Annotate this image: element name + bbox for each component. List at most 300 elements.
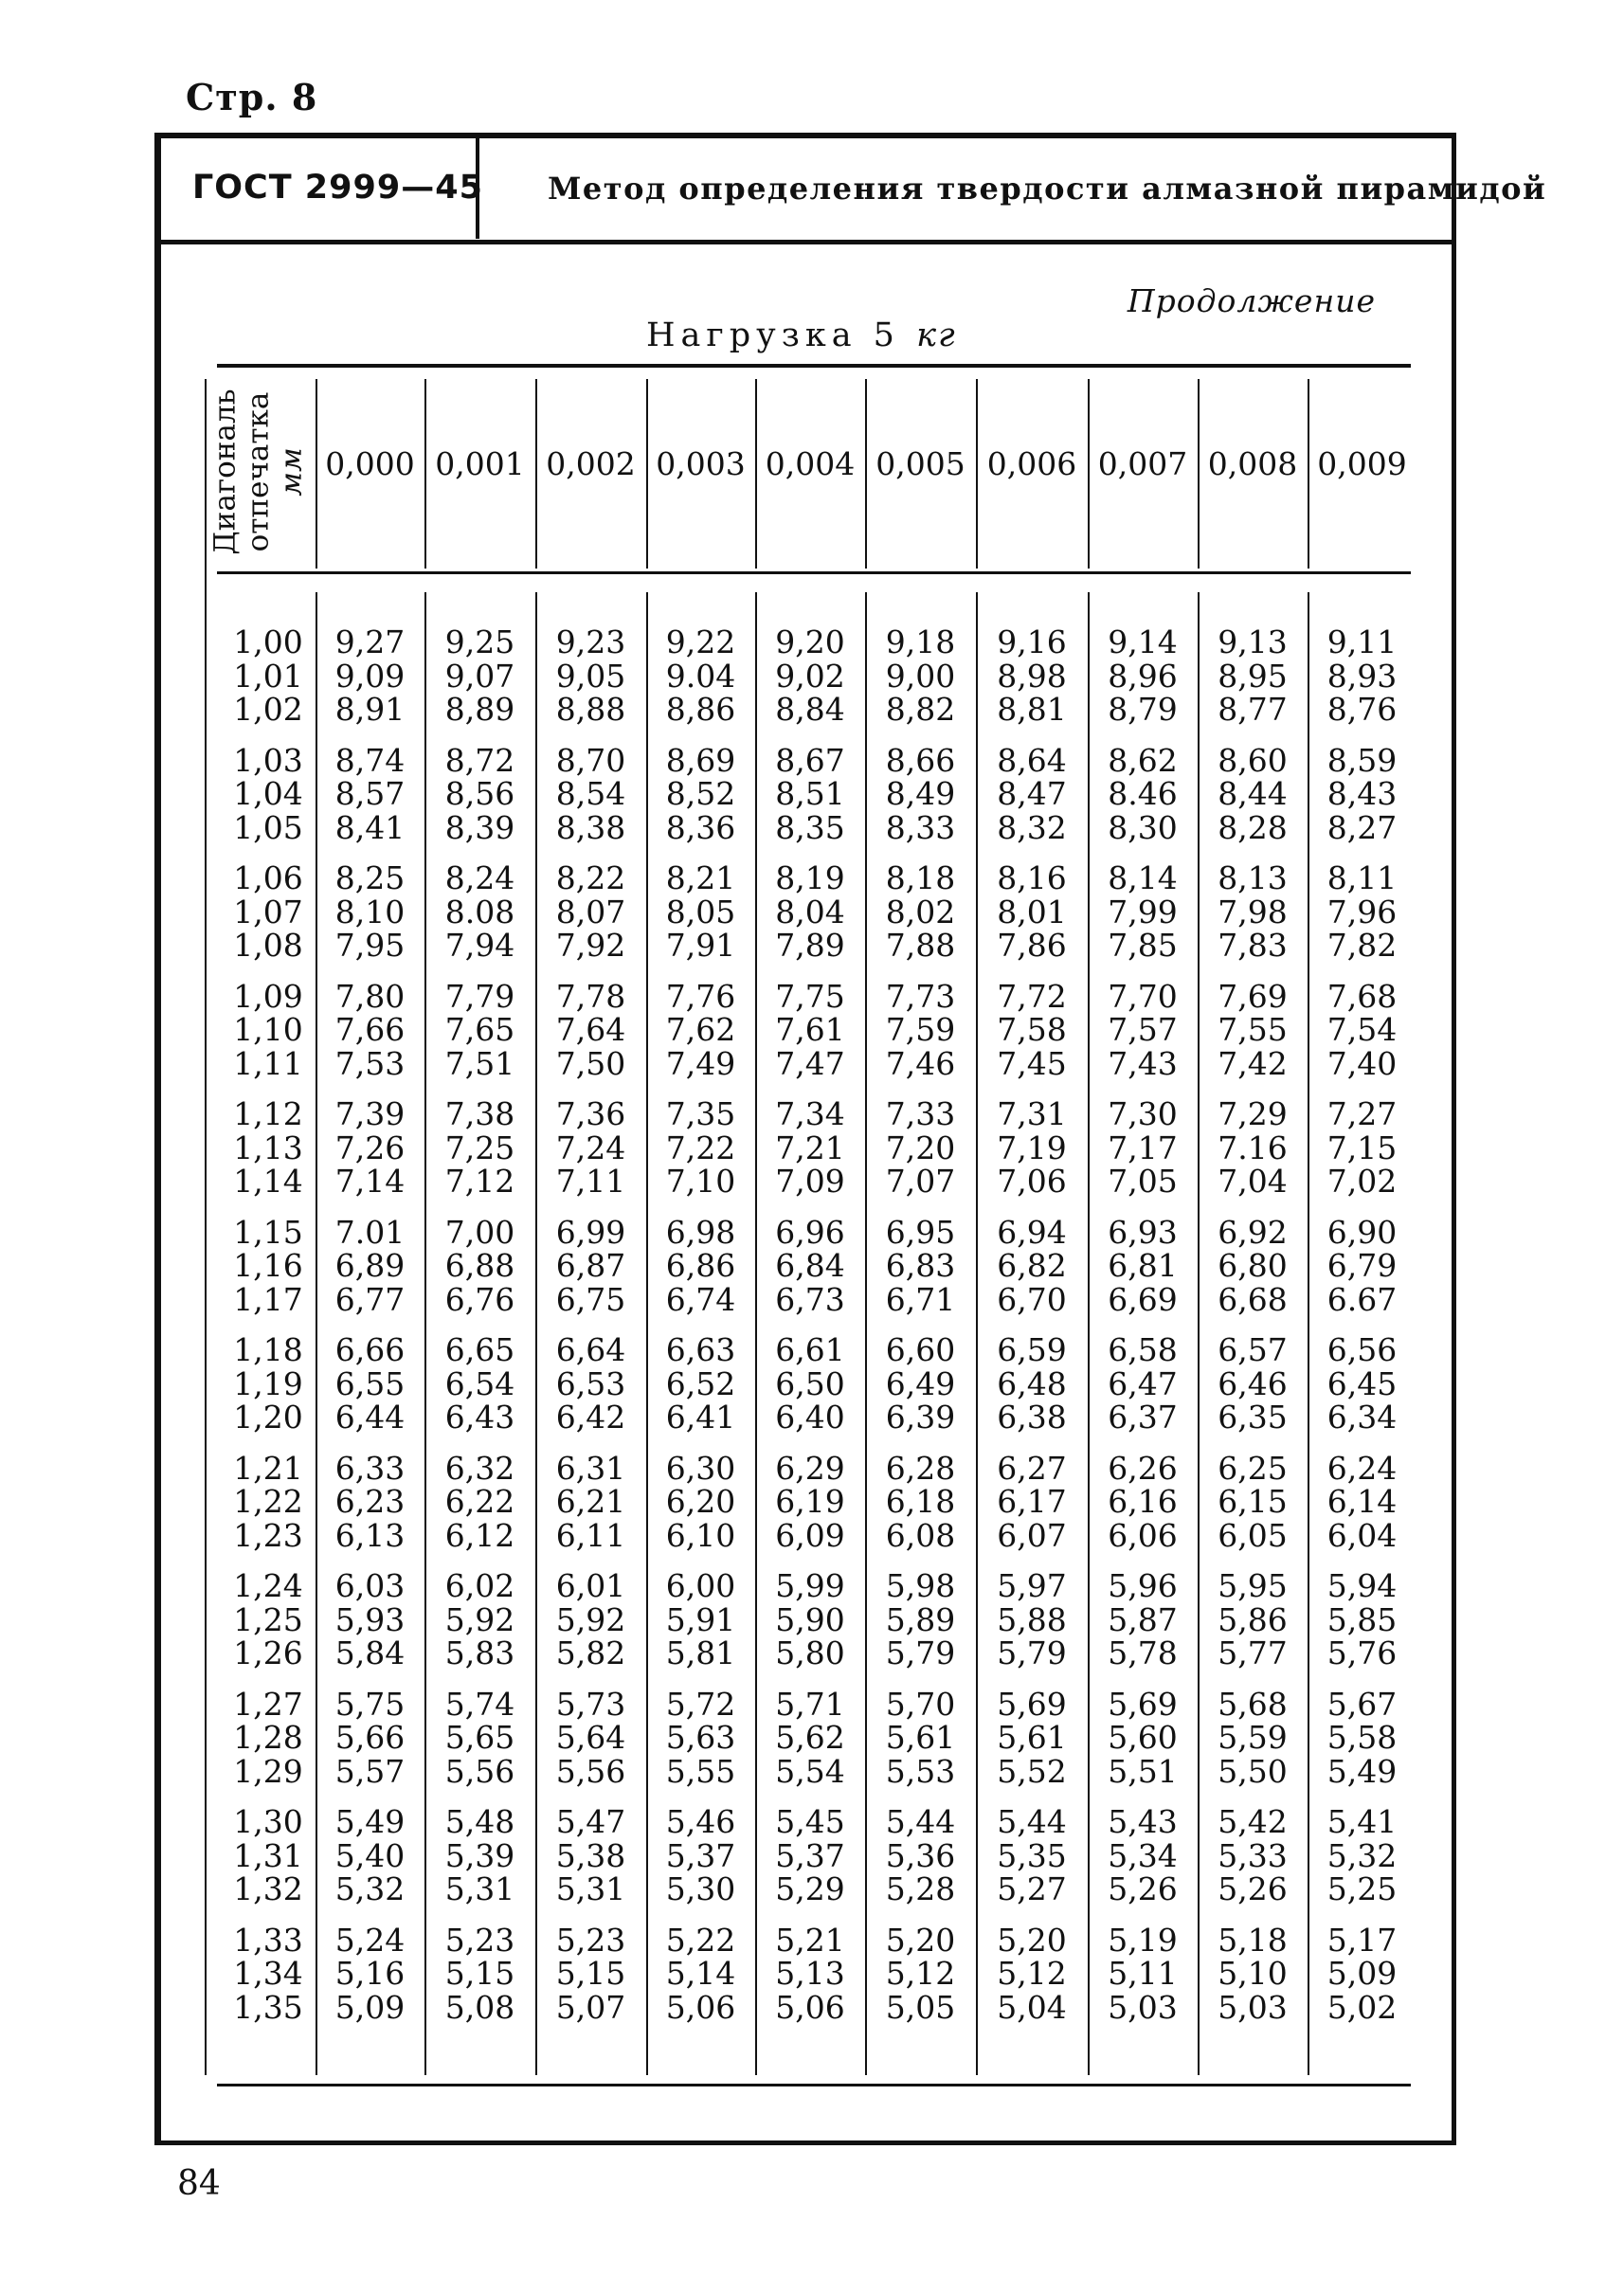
hardness-value: 6,71 <box>885 1280 956 1318</box>
hardness-value: 5,53 <box>885 1752 956 1790</box>
hardness-value: 6,64 <box>555 1331 626 1368</box>
hardness-value: 7,45 <box>997 1044 1067 1082</box>
hardness-value: 5,79 <box>997 1635 1067 1671</box>
hardness-value: 7,46 <box>885 1044 956 1082</box>
hardness-value: 7,96 <box>1326 893 1398 930</box>
hardness-value: 9,14 <box>1108 623 1178 660</box>
hardness-value: 5,61 <box>885 1719 956 1756</box>
hardness-value: 5,44 <box>997 1803 1067 1840</box>
hardness-value: 5,23 <box>555 1921 626 1959</box>
hardness-value: 5,93 <box>334 1600 406 1638</box>
hardness-value: 8,11 <box>1326 859 1398 896</box>
hardness-value: 7,35 <box>665 1095 736 1132</box>
hardness-value: 8,77 <box>1218 691 1288 728</box>
hardness-value: 8,38 <box>555 808 626 846</box>
hardness-value: 6,75 <box>555 1280 626 1318</box>
hardness-value: 6,96 <box>775 1213 845 1251</box>
diagonal-value: 1,26 <box>233 1635 303 1671</box>
hardness-value: 5,17 <box>1326 1921 1398 1959</box>
hardness-value: 6,05 <box>1218 1516 1288 1554</box>
hardness-value: 8,25 <box>334 859 406 896</box>
hardness-value: 8,43 <box>1326 775 1398 812</box>
hardness-value: 6,60 <box>885 1331 956 1368</box>
diagonal-value: 1,13 <box>233 1129 303 1166</box>
hardness-value: 8,66 <box>885 741 956 779</box>
diagonal-value: 1,06 <box>233 859 303 896</box>
row-header-unit: мм <box>274 447 309 497</box>
hardness-value: 6,21 <box>555 1483 626 1520</box>
hardness-value: 7,95 <box>334 927 406 964</box>
hardness-value: 5,11 <box>1108 1955 1178 1992</box>
hardness-value: 5,02 <box>1326 1988 1398 2026</box>
hardness-value: 7,85 <box>1108 927 1178 964</box>
hardness-value: 5,72 <box>665 1685 736 1723</box>
diagonal-value: 1,33 <box>233 1921 303 1959</box>
hardness-value: 7,04 <box>1218 1163 1288 1200</box>
hardness-value: 7,89 <box>775 927 845 964</box>
hardness-value: 7,66 <box>334 1011 406 1048</box>
hardness-value: 7,24 <box>555 1129 626 1166</box>
diagonal-value: 1,30 <box>233 1803 303 1840</box>
diagonal-value: 1,32 <box>233 1870 303 1907</box>
hardness-value: 7,57 <box>1108 1011 1178 1048</box>
hardness-value: 7,65 <box>444 1011 515 1048</box>
hardness-value: 7,25 <box>444 1129 515 1166</box>
hardness-value: 5,37 <box>665 1836 736 1874</box>
hardness-value: 8,47 <box>997 775 1067 812</box>
hardness-value: 8.46 <box>1108 775 1178 812</box>
hardness-value: 6,74 <box>665 1280 736 1318</box>
hardness-value: 7,70 <box>1108 977 1178 1015</box>
hardness-value: 8,52 <box>665 775 736 812</box>
hardness-value: 8,76 <box>1326 691 1398 728</box>
hardness-value: 6,63 <box>665 1331 736 1368</box>
hardness-value: 7,98 <box>1218 893 1288 930</box>
hardness-value: 6,69 <box>1108 1280 1178 1318</box>
hardness-value: 5,81 <box>665 1635 736 1671</box>
hardness-value: 8,30 <box>1108 808 1178 846</box>
hardness-value: 9,25 <box>444 623 515 660</box>
hardness-value: 6,22 <box>444 1483 515 1520</box>
hardness-value: 6,65 <box>444 1331 515 1368</box>
hardness-value: 8,27 <box>1326 808 1398 846</box>
hardness-value: 6,14 <box>1326 1483 1398 1520</box>
hardness-value: 5,50 <box>1218 1752 1288 1790</box>
hardness-value: 5,31 <box>555 1870 626 1907</box>
hardness-value: 5,09 <box>1326 1955 1398 1992</box>
hardness-value: 7,62 <box>665 1011 736 1048</box>
hardness-value: 5,56 <box>555 1752 626 1790</box>
diagonal-value: 1,29 <box>233 1752 303 1790</box>
hardness-value: 7,55 <box>1218 1011 1288 1048</box>
hardness-value: 5,69 <box>1108 1685 1178 1723</box>
hardness-value: 8,10 <box>334 893 406 930</box>
hardness-value: 9.04 <box>665 657 736 695</box>
hardness-value: 5,95 <box>1218 1567 1288 1604</box>
hardness-value: 8,88 <box>555 691 626 728</box>
hardness-value: 5,21 <box>775 1921 845 1959</box>
hardness-value: 5,15 <box>444 1955 515 1992</box>
hardness-value: 5,71 <box>775 1685 845 1723</box>
hardness-value: 5,94 <box>1326 1567 1398 1604</box>
diagonal-value: 1,34 <box>233 1955 303 1992</box>
hardness-value: 8,01 <box>997 893 1067 930</box>
hardness-value: 9,22 <box>665 623 736 660</box>
hardness-value: 5,42 <box>1218 1803 1288 1840</box>
hardness-value: 5,04 <box>997 1988 1067 2026</box>
hardness-value: 5,70 <box>885 1685 956 1723</box>
hardness-value: 7,07 <box>885 1163 956 1200</box>
hardness-value: 5,39 <box>444 1836 515 1874</box>
hardness-value: 7,06 <box>997 1163 1067 1200</box>
hardness-value: 6,34 <box>1326 1399 1398 1436</box>
hardness-value: 6,46 <box>1218 1364 1288 1402</box>
hardness-value: 7,80 <box>334 977 406 1015</box>
hardness-value: 6,79 <box>1326 1247 1398 1284</box>
diagonal-value: 1,19 <box>233 1364 303 1402</box>
hardness-value: 6,12 <box>444 1516 515 1554</box>
hardness-value: 7,69 <box>1218 977 1288 1015</box>
hardness-value: 5,19 <box>1108 1921 1178 1959</box>
load-unit: кг <box>916 316 957 354</box>
table-top-rule <box>217 364 1411 368</box>
hardness-value: 5,56 <box>444 1752 515 1790</box>
diagonal-value: 1,11 <box>233 1044 303 1082</box>
hardness-value: 7,21 <box>775 1129 845 1166</box>
row-header-line1: Диагональ <box>208 388 243 555</box>
hardness-value: 7,26 <box>334 1129 406 1166</box>
hardness-value: 7,00 <box>444 1213 515 1251</box>
hardness-value: 5,85 <box>1326 1600 1398 1638</box>
hardness-value: 8,74 <box>334 741 406 779</box>
hardness-value: 9,13 <box>1218 623 1288 660</box>
hardness-value: 6,25 <box>1218 1449 1288 1487</box>
hardness-value: 6,45 <box>1326 1364 1398 1402</box>
row-header <box>203 377 315 567</box>
table-left-rule <box>205 379 207 2075</box>
hardness-value: 7,79 <box>444 977 515 1015</box>
hardness-value: 5,05 <box>885 1988 956 2026</box>
hardness-value: 6,16 <box>1108 1483 1178 1520</box>
diagonal-value: 1,24 <box>233 1567 303 1604</box>
hardness-value: 7,33 <box>885 1095 956 1132</box>
hardness-value: 7,40 <box>1326 1044 1398 1082</box>
hardness-value: 5,47 <box>555 1803 626 1840</box>
hardness-value: 7,50 <box>555 1044 626 1082</box>
hardness-value: 5,78 <box>1108 1635 1178 1671</box>
hardness-value: 5,91 <box>665 1600 736 1638</box>
hardness-value: 8,14 <box>1108 859 1178 896</box>
diagonal-value: 1,15 <box>233 1213 303 1251</box>
hardness-value: 5,14 <box>665 1955 736 1992</box>
hardness-value: 7,38 <box>444 1095 515 1132</box>
hardness-value: 5,15 <box>555 1955 626 1992</box>
hardness-value: 8,72 <box>444 741 515 779</box>
hardness-value: 7,39 <box>334 1095 406 1132</box>
hardness-value: 9,16 <box>997 623 1067 660</box>
hardness-value: 7,02 <box>1326 1163 1398 1200</box>
load-caption <box>646 316 957 354</box>
hardness-value: 7,64 <box>555 1011 626 1048</box>
hardness-value: 6,38 <box>997 1399 1067 1436</box>
hardness-value: 8,33 <box>885 808 956 846</box>
hardness-value: 5,68 <box>1218 1685 1288 1723</box>
hardness-value: 7,75 <box>775 977 845 1015</box>
hardness-value: 8,81 <box>997 691 1067 728</box>
hardness-value: 8,51 <box>775 775 845 812</box>
hardness-value: 6,90 <box>1326 1213 1398 1251</box>
hardness-value: 5,58 <box>1326 1719 1398 1756</box>
hardness-value: 6,30 <box>665 1449 736 1487</box>
hardness-value: 5,57 <box>334 1752 406 1790</box>
hardness-value: 6,11 <box>555 1516 626 1554</box>
hardness-value: 8,28 <box>1218 808 1288 846</box>
hardness-value: 6,98 <box>665 1213 736 1251</box>
hardness-value: 9,20 <box>775 623 845 660</box>
hardness-value: 8.08 <box>444 893 515 930</box>
hardness-value: 7,49 <box>665 1044 736 1082</box>
hardness-value: 6,61 <box>775 1331 845 1368</box>
diagonal-value: 1,21 <box>233 1449 303 1487</box>
hardness-value: 7,30 <box>1108 1095 1178 1132</box>
hardness-value: 5,83 <box>444 1635 515 1671</box>
hardness-value: 8,18 <box>885 859 956 896</box>
hardness-value: 5,18 <box>1218 1921 1288 1959</box>
hardness-value: 9,18 <box>885 623 956 660</box>
hardness-value: 5,99 <box>775 1567 845 1604</box>
column-header: 0,008 <box>1207 445 1298 482</box>
hardness-value: 7,31 <box>997 1095 1067 1132</box>
hardness-value: 6,17 <box>997 1483 1067 1520</box>
header-separator <box>154 240 1456 244</box>
hardness-value: 5,96 <box>1108 1567 1178 1604</box>
hardness-value: 7,05 <box>1108 1163 1178 1200</box>
hardness-value: 8,86 <box>665 691 736 728</box>
standard-number: ГОСТ 2999—45 <box>192 169 483 207</box>
hardness-value: 8,84 <box>775 691 845 728</box>
hardness-value: 8,19 <box>775 859 845 896</box>
hardness-value: 5,59 <box>1218 1719 1288 1756</box>
hardness-value: 5,35 <box>997 1836 1067 1874</box>
hardness-value: 8,22 <box>555 859 626 896</box>
hardness-value: 6,76 <box>444 1280 515 1318</box>
hardness-value: 5,61 <box>997 1719 1067 1756</box>
hardness-value: 7,47 <box>775 1044 845 1082</box>
column-header: 0,004 <box>765 445 856 482</box>
hardness-value: 5,20 <box>997 1921 1067 1959</box>
hardness-value: 8,95 <box>1218 657 1288 695</box>
hardness-value: 7,22 <box>665 1129 736 1166</box>
hardness-value: 5,67 <box>1326 1685 1398 1723</box>
hardness-value: 6,10 <box>665 1516 736 1554</box>
hardness-value: 6,87 <box>555 1247 626 1284</box>
hardness-value: 6,20 <box>665 1483 736 1520</box>
hardness-value: 8,54 <box>555 775 626 812</box>
hardness-value: 8,93 <box>1326 657 1398 695</box>
hardness-value: 5,90 <box>775 1600 845 1638</box>
hardness-value: 6.67 <box>1326 1280 1398 1318</box>
load-label: Нагрузка 5 <box>646 316 900 354</box>
hardness-value: 5,84 <box>334 1635 406 1671</box>
hardness-value: 8,35 <box>775 808 845 846</box>
hardness-value: 5,87 <box>1108 1600 1178 1638</box>
hardness-value: 5,32 <box>334 1870 406 1907</box>
column-header: 0,001 <box>435 445 525 482</box>
hardness-value: 6,09 <box>775 1516 845 1554</box>
hardness-value: 6,49 <box>885 1364 956 1402</box>
hardness-value: 7,43 <box>1108 1044 1178 1082</box>
hardness-value: 6,58 <box>1108 1331 1178 1368</box>
hardness-value: 5,65 <box>444 1719 515 1756</box>
hardness-value: 9,23 <box>555 623 626 660</box>
hardness-value: 5,12 <box>885 1955 956 1992</box>
hardness-value: 5,75 <box>334 1685 406 1723</box>
hardness-value: 5,54 <box>775 1752 845 1790</box>
diagonal-value: 1,03 <box>233 741 303 779</box>
hardness-value: 8,62 <box>1108 741 1178 779</box>
diagonal-value: 1,00 <box>233 623 303 660</box>
hardness-value: 6,53 <box>555 1364 626 1402</box>
hardness-value: 6,57 <box>1218 1331 1288 1368</box>
hardness-value: 5,55 <box>665 1752 736 1790</box>
table-header-rule <box>217 571 1411 574</box>
hardness-value: 8,36 <box>665 808 736 846</box>
hardness-value: 6,42 <box>555 1399 626 1436</box>
hardness-value: 5,60 <box>1108 1719 1178 1756</box>
hardness-value: 5,25 <box>1326 1870 1398 1907</box>
hardness-value: 5,77 <box>1218 1635 1288 1671</box>
hardness-value: 5,12 <box>997 1955 1067 1992</box>
diagonal-value: 1,14 <box>233 1163 303 1200</box>
hardness-value: 5,51 <box>1108 1752 1178 1790</box>
continuation-note: Продолжение <box>1127 282 1376 319</box>
hardness-value: 9,27 <box>334 623 406 660</box>
diagonal-value: 1,20 <box>233 1399 303 1436</box>
hardness-value: 5,41 <box>1326 1803 1398 1840</box>
hardness-value: 5,38 <box>555 1836 626 1874</box>
hardness-value: 5,88 <box>997 1600 1067 1638</box>
column-header: 0,000 <box>325 445 415 482</box>
hardness-value: 9,05 <box>555 657 626 695</box>
hardness-value: 8,59 <box>1326 741 1398 779</box>
hardness-value: 8,60 <box>1218 741 1288 779</box>
hardness-value: 6,54 <box>444 1364 515 1402</box>
hardness-value: 6,55 <box>334 1364 406 1402</box>
diagonal-value: 1,25 <box>233 1600 303 1638</box>
hardness-value: 8,70 <box>555 741 626 779</box>
hardness-value: 7,76 <box>665 977 736 1015</box>
hardness-value: 9,07 <box>444 657 515 695</box>
hardness-value: 6,86 <box>665 1247 736 1284</box>
hardness-value: 5,82 <box>555 1635 626 1671</box>
hardness-value: 7,83 <box>1218 927 1288 964</box>
hardness-value: 8,82 <box>885 691 956 728</box>
hardness-value: 5,37 <box>775 1836 845 1874</box>
hardness-value: 6,66 <box>334 1331 406 1368</box>
hardness-value: 5,32 <box>1326 1836 1398 1874</box>
hardness-value: 6,88 <box>444 1247 515 1284</box>
hardness-value: 7,78 <box>555 977 626 1015</box>
document-title: Метод определения твердости алмазной пирамидой <box>548 171 1547 207</box>
hardness-value: 5,13 <box>775 1955 845 1992</box>
hardness-value: 7,91 <box>665 927 736 964</box>
hardness-value: 5,24 <box>334 1921 406 1959</box>
column-header: 0,003 <box>656 445 746 482</box>
hardness-value: 5,97 <box>997 1567 1067 1604</box>
hardness-value: 8,16 <box>997 859 1067 896</box>
hardness-value: 8,91 <box>334 691 406 728</box>
hardness-value: 8,41 <box>334 808 406 846</box>
hardness-value: 6,41 <box>665 1399 736 1436</box>
hardness-value: 6,04 <box>1326 1516 1398 1554</box>
hardness-value: 6,23 <box>334 1483 406 1520</box>
hardness-value: 5,49 <box>334 1803 406 1840</box>
hardness-value: 5,26 <box>1218 1870 1288 1907</box>
hardness-value: 7,99 <box>1108 893 1178 930</box>
hardness-value: 7.16 <box>1218 1129 1288 1166</box>
hardness-value: 8,67 <box>775 741 845 779</box>
hardness-value: 6,92 <box>1218 1213 1288 1251</box>
hardness-value: 5,64 <box>555 1719 626 1756</box>
hardness-value: 7,73 <box>885 977 956 1015</box>
hardness-value: 6,47 <box>1108 1364 1178 1402</box>
hardness-value: 6,83 <box>885 1247 956 1284</box>
hardness-value: 6,08 <box>885 1516 956 1554</box>
hardness-value: 9,00 <box>885 657 956 695</box>
hardness-value: 7,29 <box>1218 1095 1288 1132</box>
hardness-value: 8,44 <box>1218 775 1288 812</box>
hardness-value: 6,06 <box>1108 1516 1178 1554</box>
hardness-value: 5,30 <box>665 1870 736 1907</box>
page-number: 84 <box>177 2164 221 2203</box>
hardness-value: 6,35 <box>1218 1399 1288 1436</box>
hardness-value: 6,26 <box>1108 1449 1178 1487</box>
column-header: 0,009 <box>1317 445 1407 482</box>
hardness-value: 8,56 <box>444 775 515 812</box>
hardness-value: 6,01 <box>555 1567 626 1604</box>
hardness-value: 8,39 <box>444 808 515 846</box>
hardness-value: 5,34 <box>1108 1836 1178 1874</box>
hardness-value: 6,94 <box>997 1213 1067 1251</box>
hardness-value: 6,18 <box>885 1483 956 1520</box>
hardness-value: 5,74 <box>444 1685 515 1723</box>
hardness-value: 6,00 <box>665 1567 736 1604</box>
hardness-value: 6,81 <box>1108 1247 1178 1284</box>
hardness-value: 5,22 <box>665 1921 736 1959</box>
diagonal-value: 1,23 <box>233 1516 303 1554</box>
hardness-value: 5,03 <box>1108 1988 1178 2026</box>
hardness-value: 7,20 <box>885 1129 956 1166</box>
hardness-value: 8,13 <box>1218 859 1288 896</box>
diagonal-value: 1,10 <box>233 1011 303 1048</box>
hardness-value: 5,31 <box>444 1870 515 1907</box>
hardness-value: 5,08 <box>444 1988 515 2026</box>
hardness-value: 6,44 <box>334 1399 406 1436</box>
hardness-value: 8,69 <box>665 741 736 779</box>
column-header: 0,006 <box>986 445 1077 482</box>
hardness-value: 8,05 <box>665 893 736 930</box>
column-header: 0,007 <box>1097 445 1188 482</box>
hardness-value: 7,51 <box>444 1044 515 1082</box>
hardness-value: 6,27 <box>997 1449 1067 1487</box>
hardness-value: 8,07 <box>555 893 626 930</box>
hardness-value: 6,13 <box>334 1516 406 1554</box>
hardness-value: 6,07 <box>997 1516 1067 1554</box>
hardness-value: 6,03 <box>334 1567 406 1604</box>
hardness-value: 5,66 <box>334 1719 406 1756</box>
hardness-value: 5,06 <box>665 1988 736 2026</box>
page-reference: Стр. 8 <box>186 76 318 118</box>
